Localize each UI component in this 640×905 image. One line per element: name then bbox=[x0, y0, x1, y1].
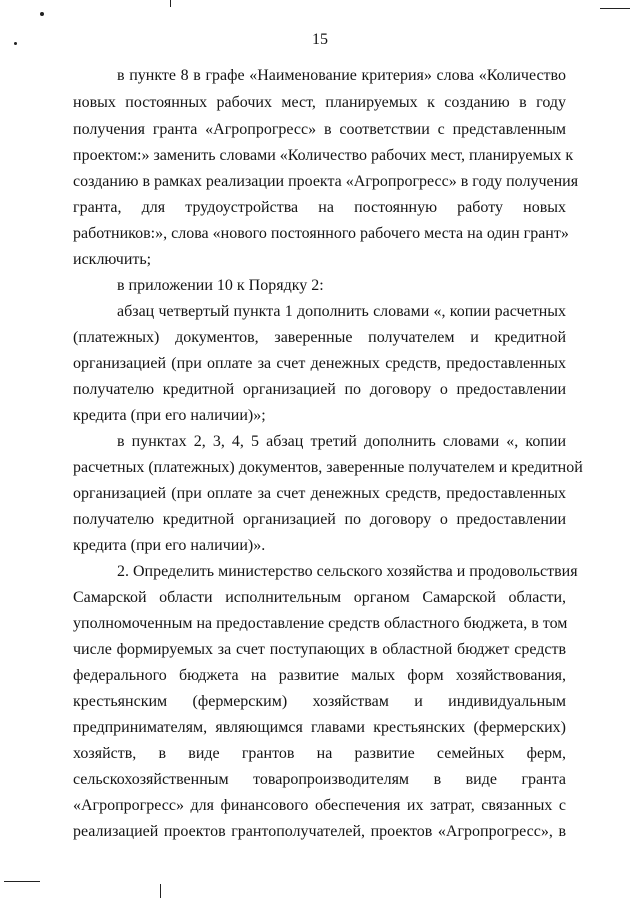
scan-mark bbox=[40, 12, 44, 16]
text-line: Самарской области исполнительным органом Самарской области, bbox=[73, 589, 566, 606]
text-line: (платежных) документов, заверенные получателем и кредитной bbox=[73, 329, 566, 346]
scan-mark bbox=[170, 0, 171, 7]
text-line: кредита (при его наличии)». bbox=[73, 537, 266, 554]
text-line: хозяйств, в виде грантов на развитие семейных ферм, bbox=[73, 745, 566, 762]
text-line: проектом:» заменить словами «Количество рабочих мест, планируемых к bbox=[73, 147, 574, 164]
text-line: получения гранта «Агропрогресс» в соответствии с представленным bbox=[73, 121, 566, 138]
text-line: 2. Определить министерство сельского хозяйства и продовольствия bbox=[117, 563, 578, 580]
scan-mark bbox=[160, 884, 161, 898]
text-line: федерального бюджета на развитие малых форм хозяйствования, bbox=[73, 667, 566, 684]
text-line: в пункте 8 в графе «Наименование критерия» слова «Количество bbox=[117, 67, 566, 84]
text-line: организацией (при оплате за счет денежных средств, предоставленных bbox=[73, 355, 566, 372]
text-line: в пунктах 2, 3, 4, 5 абзац третий дополнить словами «, копии bbox=[117, 433, 566, 450]
text-line: получателю кредитной организацией по договору о предоставлении bbox=[73, 511, 566, 528]
text-line: гранта, для трудоустройства на постоянную работу новых bbox=[73, 199, 566, 216]
text-line: абзац четвертый пункта 1 дополнить словами «, копии расчетных bbox=[117, 303, 566, 320]
text-line: исключить; bbox=[73, 251, 152, 268]
text-line: числе формируемых за счет поступающих в областной бюджет средств bbox=[73, 641, 566, 658]
text-line: новых постоянных рабочих мест, планируемых к созданию в году bbox=[73, 94, 566, 111]
text-line: получателю кредитной организацией по договору о предоставлении bbox=[73, 381, 566, 398]
text-line: реализацией проектов грантополучателей, проектов «Агропрогресс», в bbox=[73, 823, 566, 840]
text-line: крестьянским (фермерским) хозяйствам и индивидуальным bbox=[73, 693, 566, 710]
page-number: 15 bbox=[312, 31, 328, 48]
text-line: сельскохозяйственным товаропроизводителям в виде гранта bbox=[73, 771, 566, 788]
text-line: кредита (при его наличии)»; bbox=[73, 407, 266, 424]
scan-mark bbox=[4, 881, 40, 882]
text-line: расчетных (платежных) документов, заверенные получателем и кредитной bbox=[73, 459, 583, 476]
text-line: организацией (при оплате за счет денежных средств, предоставленных bbox=[73, 485, 566, 502]
text-line: работников:», слова «нового постоянного рабочего места на один грант» bbox=[73, 225, 569, 242]
scan-mark bbox=[600, 8, 630, 9]
text-line: созданию в рамках реализации проекта «Агропрогресс» в году получения bbox=[73, 173, 579, 190]
text-line: в приложении 10 к Порядку 2: bbox=[117, 277, 324, 294]
scan-mark bbox=[14, 42, 17, 45]
text-line: уполномоченным на предоставление средств областного бюджета, в том bbox=[73, 615, 568, 632]
text-line: «Агропрогресс» для финансового обеспечения их затрат, связанных с bbox=[73, 797, 566, 814]
text-line: предпринимателям, являющимся главами крестьянских (фермерских) bbox=[73, 719, 566, 736]
